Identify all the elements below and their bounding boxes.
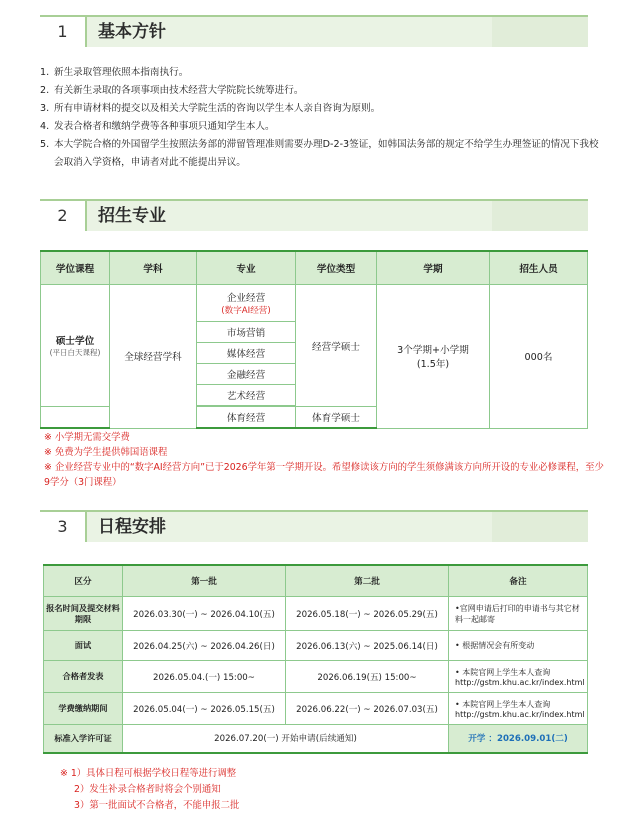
- col-header: 第一批: [123, 565, 286, 597]
- list-item: 1. 新生录取管理依照本指南执行。: [40, 67, 189, 78]
- note: ※ 免费为学生提供韩国语课程: [44, 447, 168, 458]
- table-row: 标准入学许可证 2026.07.20(一) 开始申请(后续通知) 开学 ：2026.09.01(二): [44, 725, 588, 753]
- majors-table: [40, 250, 588, 429]
- major-cell: 金融经营: [197, 364, 296, 385]
- schedule-table: [43, 564, 588, 754]
- footnotes: [60, 766, 239, 814]
- note: ※ 企业经营专业中的“数字AI经营方向”已于2026学年第一学期开设。希望修读该方向的学生须修满该方向所开设的专业必修课程，至少9学分（3门课程）: [44, 462, 604, 488]
- degree-cell: 硕士学位 (平日白天课程): [41, 285, 110, 407]
- table-row: 学费缴纳期间 2026.05.04(一) ~ 2026.05.15(五) 2026.06.22(一) ~ 2026.07.03(五) • 本院官网上学生本人查询 http://gstm.khu.ac.kr/index.html: [44, 693, 588, 725]
- col-header: 招生人员: [490, 251, 588, 285]
- section-3-header: [40, 510, 588, 542]
- footnote: ※ 1）具体日程可根据学校日程等进行调整: [60, 768, 237, 779]
- section-number: 1: [40, 17, 87, 47]
- col-header: 学科: [110, 251, 197, 285]
- section-2-header: [40, 199, 588, 231]
- table-row: 报名时间及提交材料期限 2026.03.30(一) ~ 2026.04.10(五) 2026.05.18(一) ~ 2026.05.29(五) •官网申请后打印的申请书与其它材料一起邮寄: [44, 597, 588, 631]
- col-header: 第二批: [286, 565, 449, 597]
- section-title: 日程安排: [98, 517, 166, 537]
- section-number: 3: [40, 512, 87, 542]
- quota-cell: 000名: [490, 285, 588, 429]
- section-number: 2: [40, 201, 87, 231]
- note: ※ 小学期无需交学费: [44, 432, 130, 443]
- section-1-header: [40, 15, 588, 47]
- footnote: 3）第一批面试不合格者，不能申报二批: [74, 800, 240, 811]
- major-cell: 艺术经营: [197, 385, 296, 406]
- col-header: 专业: [197, 251, 296, 285]
- start-date: 开学 ：2026.09.01(二): [449, 725, 588, 753]
- section-title: 基本方针: [98, 22, 166, 42]
- notes: [44, 430, 604, 490]
- list-item: 2. 有关新生录取的各项事项由技术经营大学院院长统筹进行。: [40, 85, 304, 96]
- list-item: 4. 发表合格者和缴纳学费等各种事项只通知学生本人。: [40, 121, 275, 132]
- dept-cell: 全球经营学科: [110, 285, 197, 429]
- col-header: 备注: [449, 565, 588, 597]
- col-header: 区分: [44, 565, 123, 597]
- footnote: 2）发生补录合格者时将会个别通知: [74, 784, 221, 795]
- col-header: 学期: [377, 251, 490, 285]
- major-cell: 媒体经营: [197, 343, 296, 364]
- list-item: 3. 所有申请材料的提交以及相关大学院生活的咨询以学生本人亲自咨询为原则。: [40, 103, 381, 114]
- table-row: 面试 2026.04.25(六) ~ 2026.04.26(日) 2026.06.13(六) ~ 2025.06.14(日) • 根据情况会有所变动: [44, 631, 588, 661]
- degree-type-cell: 体育学硕士: [296, 407, 377, 429]
- major-cell: 企业经营 (数字AI经营): [197, 285, 296, 322]
- section-title: 招生专业: [98, 206, 166, 226]
- col-header: 学位类型: [296, 251, 377, 285]
- major-cell: 体育经营: [197, 407, 296, 429]
- major-cell: 市场营销: [197, 322, 296, 343]
- degree-type-cell: 经营学硕士: [296, 285, 377, 407]
- list-item: 5. 本大学院合格的外国留学生按照法务部的滞留管理准则需要办理D-2-3签证，如韩国法务部的规定不给学生办理签证的情况下我校会取消入学资格，申请者对此不能提出异议。: [40, 139, 599, 168]
- term-cell: 3个学期+小学期 (1.5年): [377, 285, 490, 429]
- col-header: 学位课程: [41, 251, 110, 285]
- rules-list: [40, 64, 600, 172]
- table-row: 合格者发表 2026.05.04.(一) 15:00~ 2026.06.19(五) 15:00~ • 本院官网上学生本人查询 http://gstm.khu.ac.kr/index.html: [44, 661, 588, 693]
